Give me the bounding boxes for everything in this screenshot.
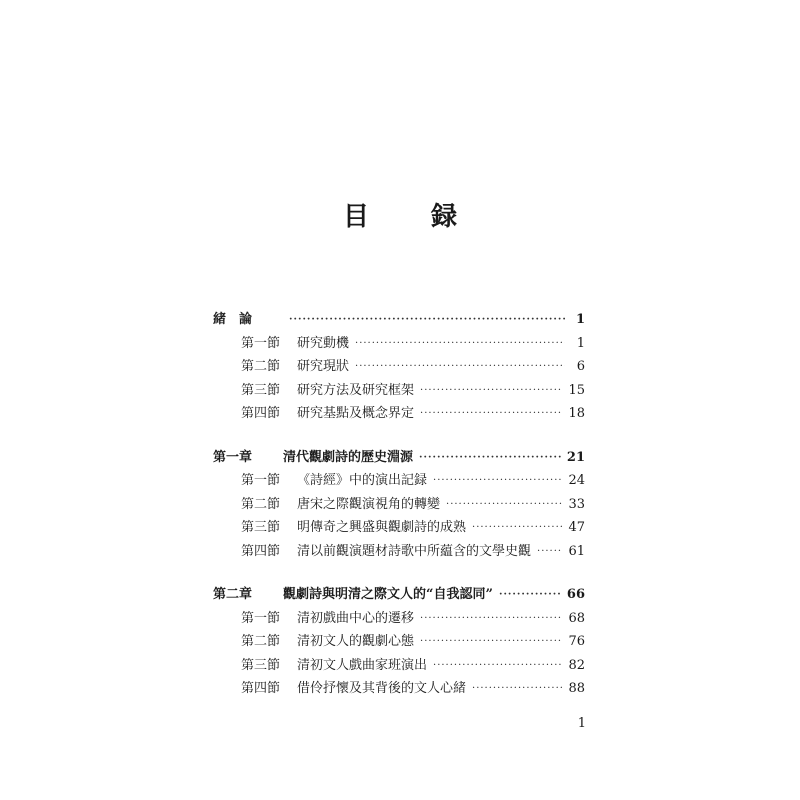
section-number: 第一節 <box>241 335 281 351</box>
dot-leader <box>289 314 565 325</box>
toc-section-row[interactable] <box>213 402 585 426</box>
section-page: 1 <box>576 335 585 351</box>
toc-section-row[interactable] <box>213 677 585 701</box>
dot-leader <box>419 452 561 463</box>
toc-section-row[interactable] <box>213 607 585 631</box>
section-page: 61 <box>568 543 585 559</box>
dot-leader <box>472 522 562 533</box>
table-of-contents <box>213 308 585 721</box>
section-number: 第四節 <box>241 543 281 559</box>
section-page: 82 <box>568 657 585 673</box>
section-title: 清初戲曲中心的遷移 <box>297 610 415 626</box>
toc-section-label <box>241 355 349 374</box>
section-page: 68 <box>568 610 585 626</box>
chapter-page: 21 <box>566 449 585 465</box>
section-page: 76 <box>568 634 585 649</box>
toc-chapter-row[interactable] <box>213 308 585 332</box>
toc-chapter-label <box>213 583 493 602</box>
section-title: 唐宋之際觀演視角的轉變 <box>297 496 441 512</box>
toc-section-row[interactable] <box>213 469 585 493</box>
chapter-page: 66 <box>566 587 585 602</box>
toc-section-row[interactable] <box>213 332 585 356</box>
toc-section-label <box>241 516 466 535</box>
toc-section-label <box>241 677 466 696</box>
section-title: 研究動機 <box>297 335 350 351</box>
section-page: 15 <box>568 382 585 398</box>
dot-leader <box>537 546 562 557</box>
dot-leader <box>433 475 562 486</box>
section-page: 88 <box>568 681 585 696</box>
toc-chapter-label <box>213 446 413 465</box>
chapter-number: 第二章 <box>213 587 253 602</box>
toc-section-label <box>241 630 414 649</box>
page-number: 1 <box>577 716 586 731</box>
section-number: 第二節 <box>241 496 281 512</box>
toc-section-row[interactable] <box>213 355 585 379</box>
toc-section-label <box>241 469 427 488</box>
dot-leader <box>355 338 565 349</box>
toc-section-label <box>241 332 349 351</box>
toc-section-row[interactable] <box>213 540 585 564</box>
toc-section-label <box>241 402 414 421</box>
section-title: 研究方法及研究框架 <box>297 382 415 398</box>
section-page: 6 <box>576 359 585 374</box>
toc-section-label <box>241 379 414 398</box>
section-number: 第三節 <box>241 382 281 398</box>
dot-leader <box>472 683 562 694</box>
section-number: 第一節 <box>241 473 281 488</box>
chapter-title: 觀劇詩與明清之際文人的“自我認同” <box>283 587 493 602</box>
toc-section-row[interactable] <box>213 630 585 654</box>
toc-section-row[interactable] <box>213 493 585 517</box>
section-number: 第二節 <box>241 634 281 649</box>
dot-leader <box>355 361 565 372</box>
chapter-page: 1 <box>575 312 585 327</box>
toc-group-chapter-1 <box>213 446 585 564</box>
toc-section-row[interactable] <box>213 654 585 678</box>
section-title: 清以前觀演題材詩歌中所藴含的文學史觀 <box>297 543 532 559</box>
section-page: 18 <box>568 406 585 421</box>
toc-chapter-row[interactable] <box>213 583 585 607</box>
section-page: 47 <box>568 520 585 535</box>
dot-leader <box>499 589 561 600</box>
section-number: 第四節 <box>241 406 281 421</box>
toc-section-label <box>241 654 427 673</box>
toc-group-chapter-2 <box>213 583 585 701</box>
toc-chapter-label <box>213 308 283 327</box>
dot-leader <box>420 636 562 647</box>
toc-chapter-row[interactable] <box>213 446 585 470</box>
section-number: 第四節 <box>241 681 281 696</box>
toc-section-row[interactable] <box>213 379 585 403</box>
section-page: 33 <box>568 496 585 512</box>
dot-leader <box>420 408 562 419</box>
toc-section-row[interactable] <box>213 516 585 540</box>
toc-title: 目 録 <box>342 202 475 232</box>
dot-leader <box>420 385 562 396</box>
chapter-title: 清代觀劇詩的歷史淵源 <box>283 449 414 465</box>
section-title: 《詩經》中的演出記録 <box>297 473 428 488</box>
section-title: 研究基點及概念界定 <box>297 406 415 421</box>
chapter-number: 緒 論 <box>213 312 253 327</box>
section-title: 清初文人的觀劇心態 <box>297 634 415 649</box>
toc-section-label <box>241 493 440 512</box>
section-title: 清初文人戲曲家班演出 <box>297 657 428 673</box>
section-page: 24 <box>568 473 585 488</box>
toc-section-label <box>241 540 531 559</box>
section-number: 第三節 <box>241 520 281 535</box>
section-title: 明傳奇之興盛與觀劇詩的成熟 <box>297 520 467 535</box>
section-title: 借伶抒懷及其背後的文人心緒 <box>297 681 467 696</box>
chapter-number: 第一章 <box>213 449 253 465</box>
dot-leader <box>420 613 562 624</box>
toc-group-introduction <box>213 308 585 426</box>
section-number: 第二節 <box>241 359 281 374</box>
section-number: 第三節 <box>241 657 281 673</box>
section-number: 第一節 <box>241 610 281 626</box>
section-title: 研究現狀 <box>297 359 350 374</box>
dot-leader <box>446 499 562 510</box>
toc-section-label <box>241 607 414 626</box>
dot-leader <box>433 660 562 671</box>
